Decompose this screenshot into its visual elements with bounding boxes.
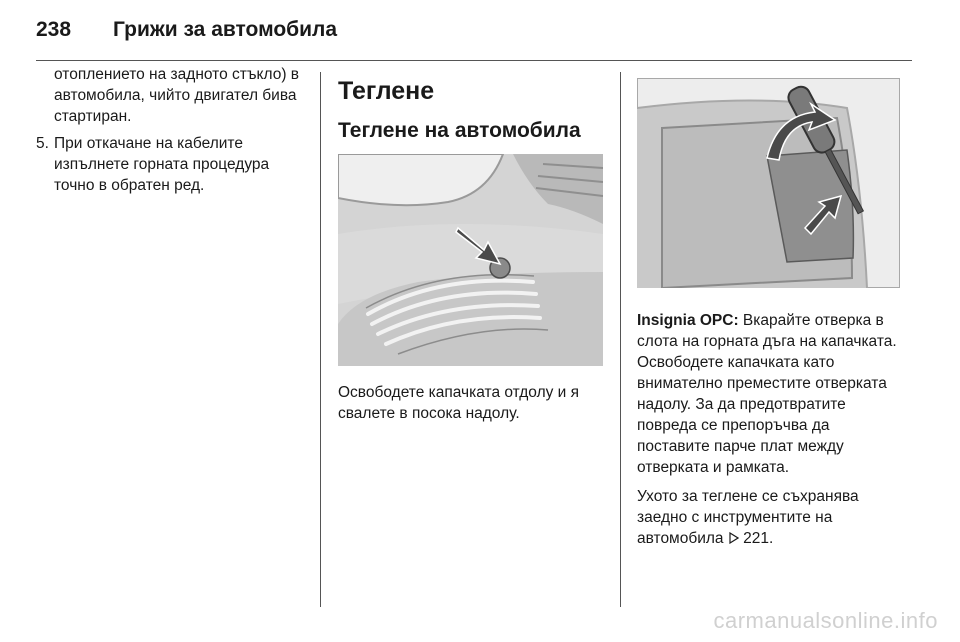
- header-rule: [36, 60, 912, 61]
- bumper-cover-illustration: [338, 154, 603, 366]
- column-1: [36, 64, 306, 196]
- continuation-text: отоплението на задното стъкло) в автомобила, чийто двигател бива стартиран.: [54, 66, 300, 125]
- triangle-reference-icon: [728, 530, 739, 547]
- paragraph-2-text: Ухото за теглене се съхранява заедно с инструментите на автомобила: [637, 488, 859, 547]
- model-label: Insignia OPC:: [637, 312, 739, 329]
- page-header: [36, 12, 912, 48]
- column-divider-1: [320, 72, 321, 607]
- section-subheading: Теглене на автомобила: [338, 119, 581, 142]
- figure-caption: Освободете капачката отдолу и я свалете в посока надолу.: [338, 384, 580, 422]
- page-number: 238: [36, 18, 72, 41]
- step-number: 5.: [36, 135, 49, 152]
- reference-page: 221.: [738, 530, 774, 547]
- screwdriver-illustration: [637, 78, 900, 288]
- paragraph-2: [637, 486, 900, 549]
- section-heading: Теглене: [338, 77, 435, 105]
- paragraph-1-text: Вкарайте отверка в слота на горната дъга на капачката. Освободете капачката като внимателно преместите отверката надолу. За да предотвратите повреда се препоръчва да поставите парче плат между отверката и рамката.: [637, 312, 897, 476]
- watermark: carmanualsonline.info: [713, 608, 938, 633]
- column-3: [637, 78, 900, 557]
- step-text: При откачане на кабелите изпълнете горната процедура точно в обратен ред.: [54, 135, 270, 194]
- list-item: [36, 133, 306, 196]
- column-2: [338, 70, 603, 424]
- page-title: Грижи за автомобила: [113, 18, 338, 41]
- column-divider-2: [620, 72, 621, 607]
- paragraph-1: [637, 310, 900, 478]
